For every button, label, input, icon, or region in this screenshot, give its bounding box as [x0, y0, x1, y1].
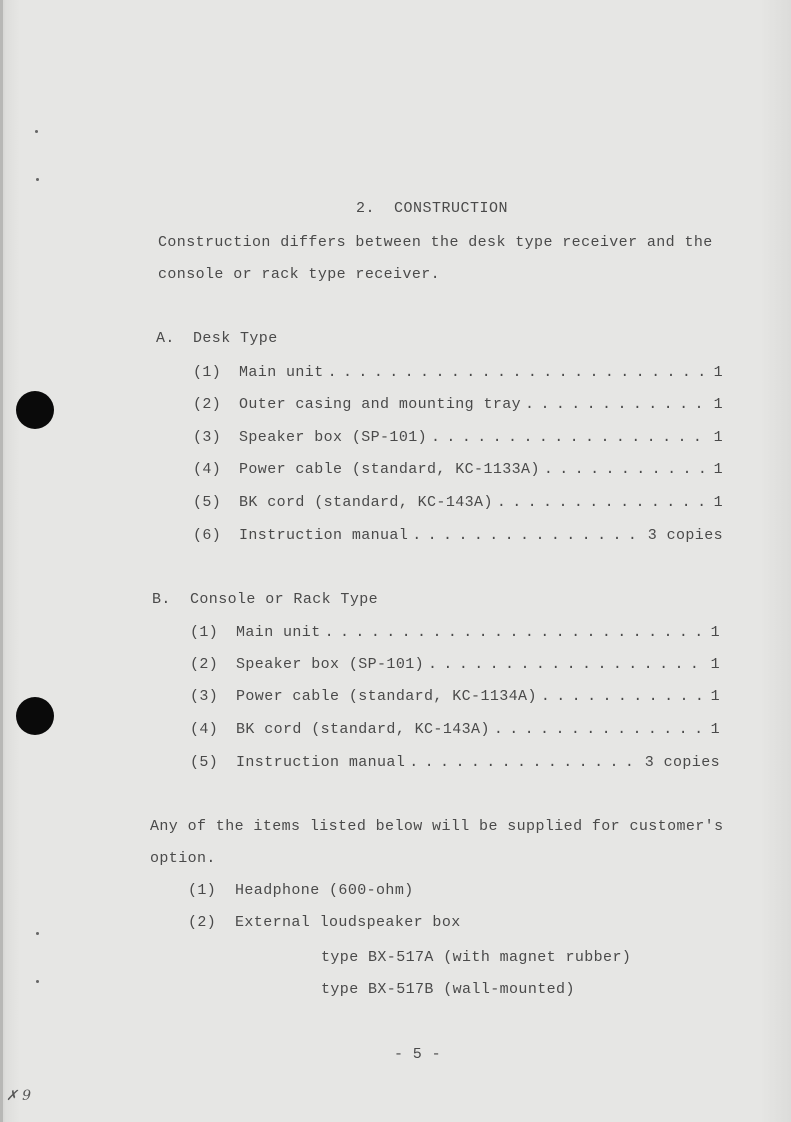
item-number: (3) — [193, 429, 222, 446]
item-number: (4) — [193, 461, 222, 478]
leader-dots — [494, 721, 707, 738]
handwritten-margin-note: ✗ 9 — [6, 1088, 32, 1104]
list-item — [190, 624, 720, 642]
item-label: Instruction manual — [239, 527, 409, 544]
item-quantity: 3 copies — [647, 527, 723, 544]
item-label: Main unit — [239, 364, 324, 381]
list-item — [193, 461, 723, 479]
punch-hole — [16, 697, 54, 735]
page-number: - 5 - — [394, 1046, 442, 1063]
intro-line: console or rack type receiver. — [158, 266, 441, 283]
item-number: (2) — [190, 656, 219, 673]
item-label: Main unit — [236, 624, 321, 641]
item-quantity: 1 — [713, 364, 723, 381]
item-number: (1) — [190, 624, 219, 641]
margin-dot — [36, 932, 39, 935]
item-quantity: 1 — [713, 429, 723, 446]
item-label: Power cable (standard, KC-1134A) — [236, 688, 537, 705]
item-quantity: 1 — [710, 688, 720, 705]
list-item — [193, 494, 723, 512]
leader-dots — [541, 688, 707, 705]
item-label: Speaker box (SP-101) — [239, 429, 428, 446]
leader-dots — [328, 364, 710, 381]
leader-dots — [412, 527, 644, 544]
list-item — [193, 396, 723, 414]
list-item — [193, 527, 723, 545]
item-quantity: 1 — [710, 656, 720, 673]
option-number: (2) — [188, 914, 217, 931]
margin-dot — [36, 178, 39, 181]
item-number: (6) — [193, 527, 222, 544]
section-title: Desk Type — [193, 330, 278, 347]
option-label: Headphone (600-ohm) — [235, 882, 414, 899]
list-item — [190, 754, 720, 772]
item-quantity: 1 — [713, 494, 723, 511]
option-type: type BX-517B (wall-mounted) — [321, 981, 575, 998]
item-quantity: 3 copies — [644, 754, 720, 771]
item-label: BK cord (standard, KC-143A) — [236, 721, 490, 738]
margin-dot — [35, 130, 38, 133]
option-intro-line: option. — [150, 850, 216, 867]
item-label: Speaker box (SP-101) — [236, 656, 425, 673]
item-label: Instruction manual — [236, 754, 406, 771]
item-label: Outer casing and mounting tray — [239, 396, 522, 413]
leader-dots — [544, 461, 710, 478]
section-letter: A. — [156, 330, 175, 347]
leader-dots — [325, 624, 707, 641]
option-label: External loudspeaker box — [235, 914, 461, 931]
list-item — [190, 656, 720, 674]
item-number: (3) — [190, 688, 219, 705]
item-number: (4) — [190, 721, 219, 738]
item-label: Power cable (standard, KC-1133A) — [239, 461, 540, 478]
item-quantity: 1 — [713, 461, 723, 478]
item-number: (1) — [193, 364, 222, 381]
section-letter: B. — [152, 591, 171, 608]
intro-line: Construction differs between the desk type receiver and the — [158, 234, 713, 251]
paper-edge — [0, 0, 3, 1122]
margin-dot — [36, 980, 39, 983]
leader-dots — [497, 494, 710, 511]
item-number: (5) — [193, 494, 222, 511]
item-quantity: 1 — [713, 396, 723, 413]
item-label: BK cord (standard, KC-143A) — [239, 494, 493, 511]
punch-hole — [16, 391, 54, 429]
list-item — [190, 721, 720, 739]
section-title: Console or Rack Type — [190, 591, 379, 608]
section-heading: 2. CONSTRUCTION — [356, 200, 509, 217]
list-item — [190, 688, 720, 706]
option-intro-line: Any of the items listed below will be supplied for customer's — [150, 818, 724, 835]
item-quantity: 1 — [710, 721, 720, 738]
item-number: (5) — [190, 754, 219, 771]
leader-dots — [431, 429, 710, 446]
leader-dots — [525, 396, 710, 413]
list-item — [193, 364, 723, 382]
item-quantity: 1 — [710, 624, 720, 641]
list-item — [193, 429, 723, 447]
leader-dots — [428, 656, 707, 673]
leader-dots — [409, 754, 641, 771]
option-type: type BX-517A (with magnet rubber) — [321, 949, 632, 966]
option-number: (1) — [188, 882, 217, 899]
item-number: (2) — [193, 396, 222, 413]
